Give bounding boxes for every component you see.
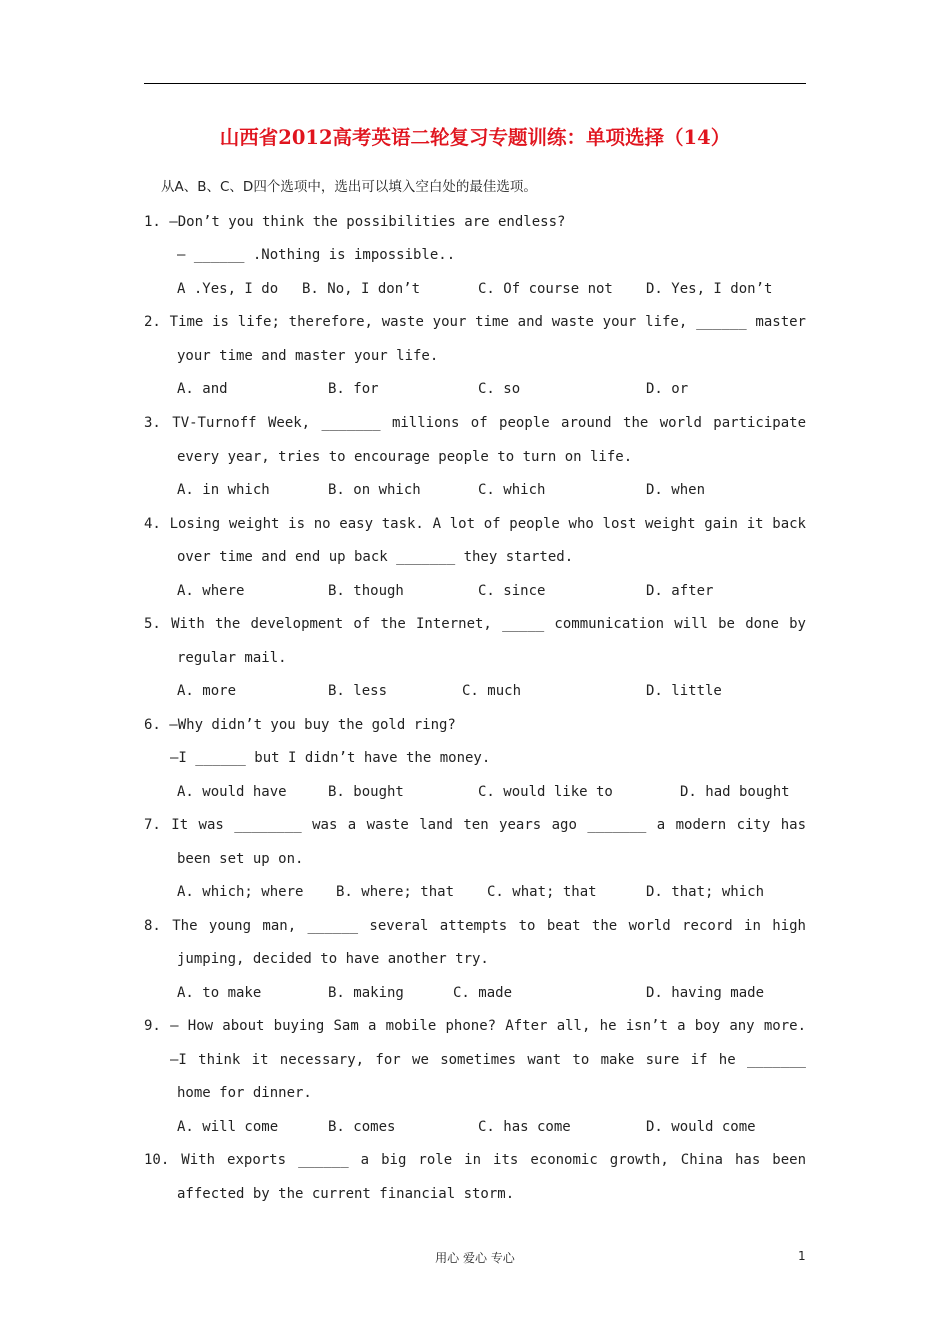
q7-line-1: 7. It was ________ was a waste land ten years ago _______ a modern city has xyxy=(144,817,806,833)
q7-option-c: C. what; that xyxy=(487,884,597,900)
q4-line-2: over time and end up back _______ they started. xyxy=(177,549,574,565)
q4-line-1: 4. Losing weight is no easy task. A lot of people who lost weight gain it back xyxy=(144,516,806,532)
q9-line-2: —I think it necessary, for we sometimes want to make sure if he _______ xyxy=(170,1052,806,1068)
q6-option-b: B. bought xyxy=(328,784,404,800)
q1-option-b: B. No, I don’t xyxy=(302,281,421,297)
q3-line-2: every year, tries to encourage people to turn on life. xyxy=(177,449,633,465)
q6-option-c: C. would like to xyxy=(478,784,613,800)
header-rule xyxy=(144,83,806,84)
q8-option-c: C. made xyxy=(453,985,513,1001)
q5-line-1: 5. With the development of the Internet, _____ communication will be done by xyxy=(144,616,806,632)
q9-option-a: A. will come xyxy=(177,1119,279,1135)
q2-line-2: your time and master your life. xyxy=(177,348,439,364)
footer-text: 用心 爱心 专心 xyxy=(435,1251,515,1265)
q3-option-d: D. when xyxy=(646,482,706,498)
q1-option-c: C. Of course not xyxy=(478,281,613,297)
q8-option-b: B. making xyxy=(328,985,404,1001)
q9-line-3: home for dinner. xyxy=(177,1085,312,1101)
q6-option-d: D. had bought xyxy=(680,784,790,800)
q3-option-c: C. which xyxy=(478,482,546,498)
q9-option-c: C. has come xyxy=(478,1119,571,1135)
q1-line-2: — ______ .Nothing is impossible.. xyxy=(177,247,456,263)
q3-option-a: A. in which xyxy=(177,482,270,498)
q6-line-2: —I ______ but I didn’t have the money. xyxy=(170,750,491,766)
q9-line-1: 9. — How about buying Sam a mobile phone? After all, he isn’t a boy any more. xyxy=(144,1018,806,1034)
instruction-text: 从A、B、C、D四个选项中，选出可以填入空白处的最佳选项。 xyxy=(161,179,537,195)
q1-option-d: D. Yes, I don’t xyxy=(646,281,773,297)
q7-option-d: D. that; which xyxy=(646,884,765,900)
q2-option-d: D. or xyxy=(646,381,689,397)
q5-option-a: A. more xyxy=(177,683,237,699)
q3-line-1: 3. TV-Turnoff Week, _______ millions of people around the world participate xyxy=(144,415,806,431)
q1-option-a: A .Yes, I do xyxy=(177,281,279,297)
q5-option-d: D. little xyxy=(646,683,722,699)
q1-line-1: 1. —Don’t you think the possibilities are endless? xyxy=(144,214,566,230)
q4-option-d: D. after xyxy=(646,583,714,599)
q9-option-b: B. comes xyxy=(328,1119,396,1135)
q8-line-2: jumping, decided to have another try. xyxy=(177,951,489,967)
q3-option-b: B. on which xyxy=(328,482,421,498)
q2-option-a: A. and xyxy=(177,381,228,397)
q9-option-d: D. would come xyxy=(646,1119,756,1135)
q4-option-c: C. since xyxy=(478,583,546,599)
q5-option-b: B. less xyxy=(328,683,388,699)
page-number: 1 xyxy=(798,1249,806,1263)
q6-line-1: 6. —Why didn’t you buy the gold ring? xyxy=(144,717,456,733)
q7-line-2: been set up on. xyxy=(177,851,304,867)
q4-option-b: B. though xyxy=(328,583,404,599)
q10-line-1: 10. With exports ______ a big role in its economic growth, China has been xyxy=(144,1152,806,1168)
q2-line-1: 2. Time is life; therefore, waste your time and waste your life, ______ master xyxy=(144,314,806,330)
document-title: 山西省2012高考英语二轮复习专题训练：单项选择（14） xyxy=(219,126,731,149)
q10-line-2: affected by the current financial storm. xyxy=(177,1186,515,1202)
q2-option-b: B. for xyxy=(328,381,379,397)
q8-line-1: 8. The young man, ______ several attempts to beat the world record in high xyxy=(144,918,806,934)
q2-option-c: C. so xyxy=(478,381,521,397)
q8-option-d: D. having made xyxy=(646,985,765,1001)
q5-option-c: C. much xyxy=(462,683,522,699)
q5-line-2: regular mail. xyxy=(177,650,287,666)
q7-option-b: B. where; that xyxy=(336,884,455,900)
q7-option-a: A. which; where xyxy=(177,884,304,900)
q6-option-a: A. would have xyxy=(177,784,287,800)
q8-option-a: A. to make xyxy=(177,985,262,1001)
q4-option-a: A. where xyxy=(177,583,245,599)
